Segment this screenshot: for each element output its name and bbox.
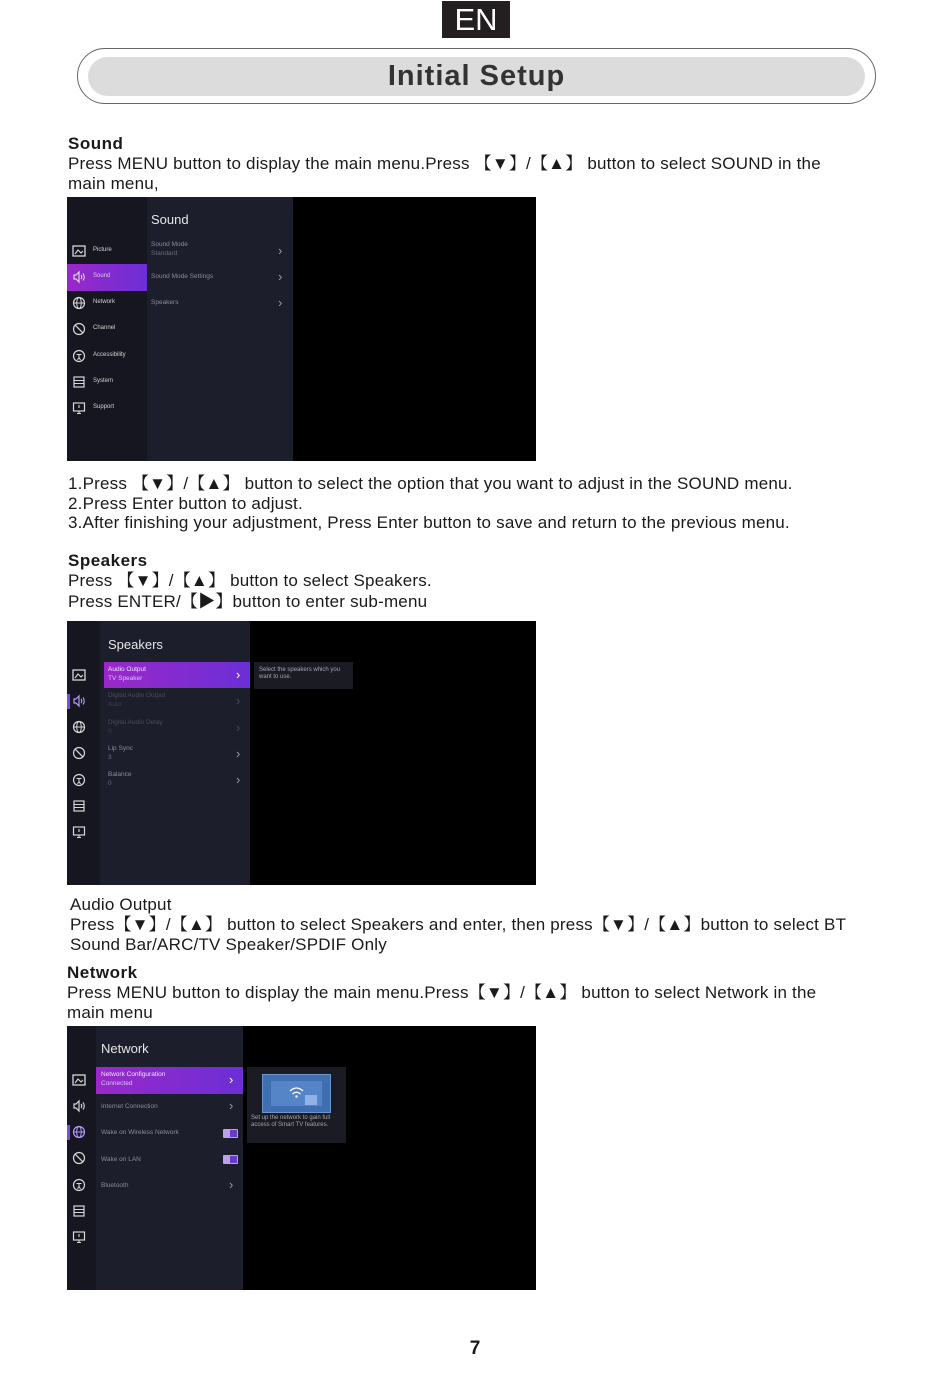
speakers-heading: Speakers bbox=[68, 551, 148, 570]
item-description: Select the speakers which you want to use. bbox=[254, 662, 353, 689]
menu-item-wake-on-lan[interactable]: Wake on LAN bbox=[101, 1156, 141, 1163]
sidebar-selection-marker bbox=[67, 694, 70, 709]
language-badge: EN bbox=[442, 1, 510, 38]
channel-icon bbox=[72, 746, 87, 761]
menu-item-lip-sync[interactable]: Lip Sync 3 bbox=[108, 745, 133, 761]
network-instruction-line1: Press MENU button to display the main menu.Press【▼】/【▲】 button to select Network in the bbox=[67, 983, 817, 1002]
speakers-instruction-line1: Press 【▼】/【▲】 button to select Speakers. bbox=[68, 571, 432, 590]
network-illustration-icon bbox=[262, 1074, 331, 1113]
menu-item-internet-connection[interactable]: Internet Connection bbox=[101, 1103, 158, 1110]
sidebar-item-network[interactable]: Network bbox=[93, 299, 116, 305]
sidebar-item-system[interactable]: System bbox=[93, 378, 114, 384]
menu-item-speakers[interactable]: Speakers bbox=[151, 299, 179, 306]
globe-icon bbox=[72, 1125, 87, 1140]
wake-on-wireless-toggle[interactable] bbox=[223, 1129, 238, 1138]
chevron-right-icon: › bbox=[236, 746, 241, 761]
page-number: 7 bbox=[469, 1338, 481, 1359]
menu-item-balance[interactable]: Balance 0 bbox=[108, 771, 132, 787]
sound-instruction-line1: Press MENU button to display the main menu.Press 【▼】/【▲】 button to select SOUND in the bbox=[68, 154, 821, 173]
menu-item-wake-on-wireless-network[interactable]: Wake on Wireless Network bbox=[101, 1129, 179, 1136]
wake-on-lan-toggle[interactable] bbox=[223, 1155, 238, 1164]
accessibility-icon bbox=[72, 349, 87, 364]
item-description-card bbox=[247, 1067, 346, 1143]
picture-icon bbox=[72, 668, 87, 683]
sound-step-1: 1.Press 【▼】/【▲】 button to select the option that you want to adjust in the SOUND menu. bbox=[68, 474, 793, 493]
chevron-right-icon: › bbox=[278, 243, 283, 258]
chevron-right-icon: › bbox=[236, 667, 241, 682]
panel-title: Sound bbox=[151, 212, 189, 227]
chevron-right-icon: › bbox=[278, 269, 283, 284]
sound-instruction-line2: main menu, bbox=[68, 174, 159, 193]
sound-panel bbox=[147, 197, 293, 461]
system-icon bbox=[72, 375, 87, 390]
speakers-instruction-line2: Press ENTER/【▶】button to enter sub-menu bbox=[68, 592, 428, 611]
menu-item-digital-audio-delay[interactable]: Digital Audio Delay 0 bbox=[108, 719, 163, 735]
globe-icon bbox=[72, 720, 87, 735]
item-description: Set up the network to gain full access of Smart TV features. bbox=[251, 1115, 331, 1128]
audio-output-line1: Press【▼】/【▲】 button to select Speakers and enter, then press【▼】/【▲】button to select BT bbox=[70, 915, 847, 934]
chevron-right-icon: › bbox=[236, 693, 241, 708]
menu-item-digital-audio-output[interactable]: Digital Audio Output Auto bbox=[108, 692, 166, 708]
chevron-right-icon: › bbox=[278, 295, 283, 310]
system-icon bbox=[72, 1204, 87, 1219]
sidebar-item-support[interactable]: Support bbox=[93, 404, 115, 410]
sidebar-selection-marker bbox=[67, 1125, 70, 1140]
picture-icon bbox=[72, 1073, 87, 1088]
network-heading: Network bbox=[67, 963, 138, 982]
audio-output-heading: Audio Output bbox=[70, 895, 172, 914]
channel-icon bbox=[72, 322, 87, 337]
sound-heading: Sound bbox=[68, 134, 124, 153]
panel-title: Speakers bbox=[108, 637, 163, 652]
speaker-icon bbox=[72, 694, 87, 709]
menu-item-sound-mode[interactable]: Sound Mode Standard bbox=[151, 241, 188, 257]
speakers-menu-screenshot bbox=[67, 621, 536, 885]
globe-icon bbox=[72, 296, 87, 311]
menu-item-sound-mode-settings[interactable]: Sound Mode Settings bbox=[151, 273, 214, 280]
support-icon bbox=[72, 1230, 87, 1245]
menu-item-network-configuration[interactable]: Network Configuration Connected bbox=[101, 1071, 166, 1087]
accessibility-icon bbox=[72, 773, 87, 788]
sound-step-3: 3.After finishing your adjustment, Press Enter button to save and return to the previous menu. bbox=[68, 513, 790, 532]
sound-menu-screenshot bbox=[67, 197, 536, 461]
sound-step-2: 2.Press Enter button to adjust. bbox=[68, 494, 303, 513]
chevron-right-icon: › bbox=[236, 772, 241, 787]
panel-title: Network bbox=[101, 1041, 149, 1056]
speaker-icon bbox=[72, 270, 87, 285]
chevron-right-icon: › bbox=[229, 1177, 234, 1192]
support-icon bbox=[72, 825, 87, 840]
speaker-icon bbox=[72, 1099, 87, 1114]
network-instruction-line2: main menu bbox=[67, 1003, 153, 1022]
sidebar-item-picture[interactable]: Picture bbox=[93, 247, 112, 253]
support-icon bbox=[72, 401, 87, 416]
chevron-right-icon: › bbox=[236, 720, 241, 735]
accessibility-icon bbox=[72, 1178, 87, 1193]
picture-icon bbox=[72, 244, 87, 259]
system-icon bbox=[72, 799, 87, 814]
sidebar-item-sound[interactable]: Sound bbox=[93, 273, 111, 279]
network-menu-screenshot bbox=[67, 1026, 536, 1290]
menu-item-bluetooth[interactable]: Bluetooth bbox=[101, 1182, 129, 1189]
chevron-right-icon: › bbox=[229, 1098, 234, 1113]
audio-output-line2: Sound Bar/ARC/TV Speaker/SPDIF Only bbox=[70, 935, 387, 954]
menu-item-audio-output[interactable]: Audio Output TV Speaker bbox=[108, 666, 146, 682]
chevron-right-icon: › bbox=[229, 1072, 234, 1087]
sidebar-item-accessibility[interactable]: Accessibility bbox=[93, 352, 126, 358]
sidebar-item-channel[interactable]: Channel bbox=[93, 325, 116, 331]
page-title: Initial Setup bbox=[88, 57, 865, 96]
channel-icon bbox=[72, 1151, 87, 1166]
